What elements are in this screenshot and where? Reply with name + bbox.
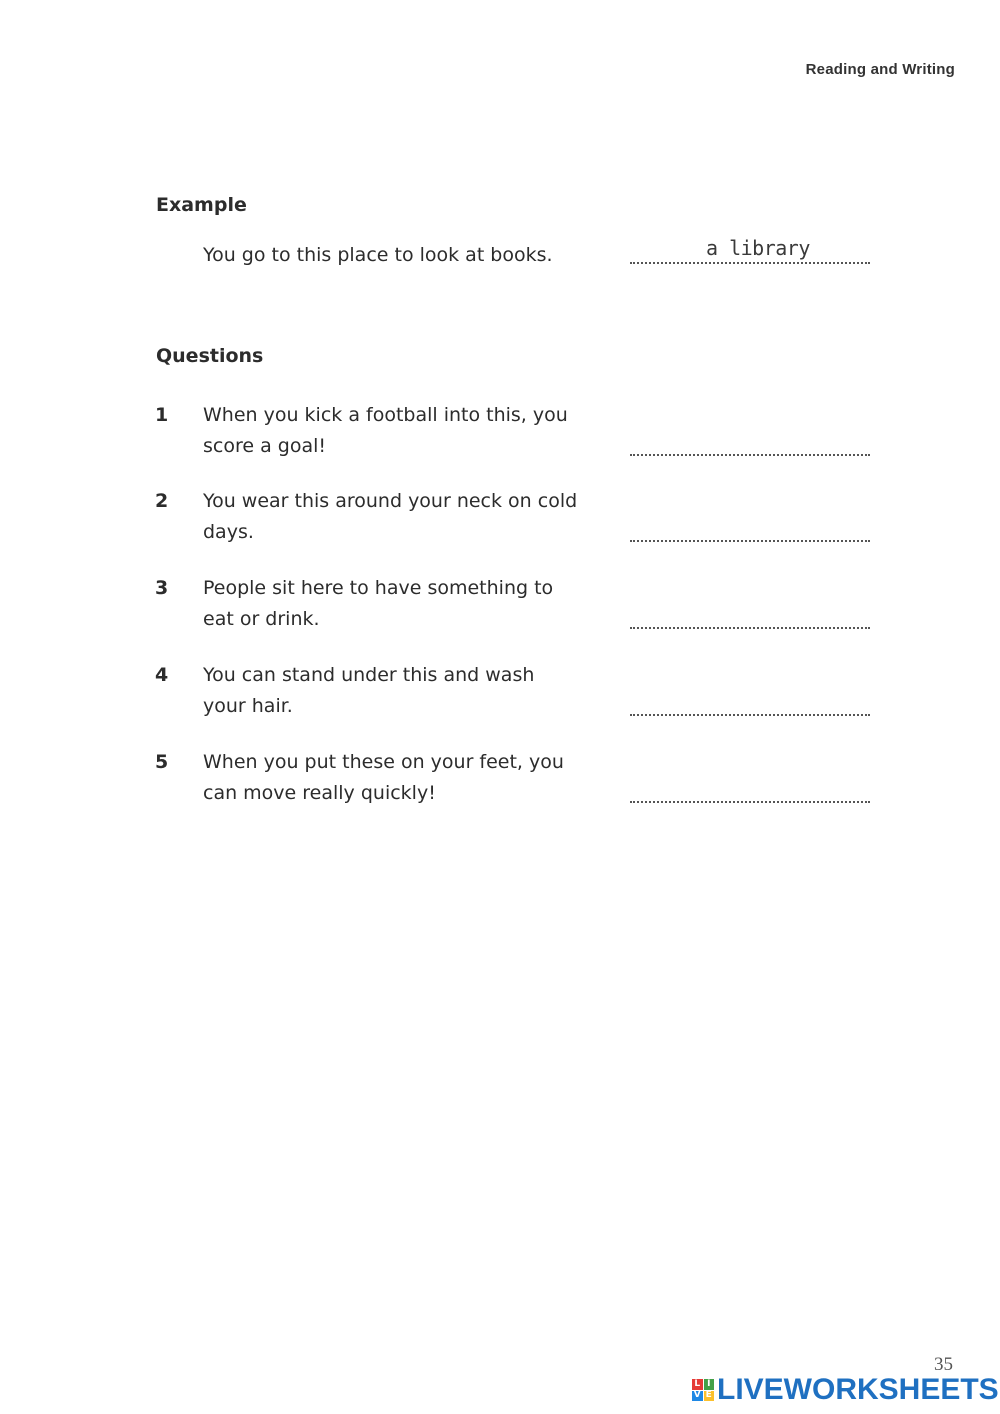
- logo-letter: E: [704, 1391, 715, 1402]
- brand-text: LIVEWORKSHEETS: [717, 1373, 999, 1406]
- logo-letter: L: [692, 1379, 703, 1390]
- question-number: 5: [155, 751, 169, 773]
- question-number: 1: [155, 404, 169, 426]
- question-text: You can stand under this and wash your hair.: [203, 664, 535, 717]
- logo-letter: I: [704, 1379, 715, 1390]
- question-text: When you put these on your feet, you can move really quickly!: [203, 751, 564, 804]
- example-answer-line: [630, 260, 870, 264]
- answer-field-1[interactable]: [630, 452, 870, 456]
- example-text: You go to this place to look at books.: [203, 244, 553, 266]
- answer-field-5[interactable]: [630, 799, 870, 803]
- answer-field-4[interactable]: [630, 712, 870, 716]
- questions-title: Questions: [156, 345, 264, 367]
- question-number: 4: [155, 664, 169, 686]
- liveworksheets-brand[interactable]: [692, 1373, 999, 1407]
- question-number: 2: [155, 490, 169, 512]
- logo-letter: V: [693, 1390, 701, 1401]
- example-answer: a library: [706, 236, 810, 260]
- question-text: You wear this around your neck on cold days.: [203, 490, 578, 543]
- section-header: Reading and Writing: [805, 61, 955, 78]
- example-title: Example: [156, 194, 247, 216]
- answer-field-3[interactable]: [630, 625, 870, 629]
- liveworksheets-logo-icon: [692, 1379, 714, 1401]
- question-text: People sit here to have something to eat or drink.: [203, 577, 554, 630]
- page-number: 35: [934, 1354, 953, 1375]
- question-number: 3: [155, 577, 169, 599]
- answer-field-2[interactable]: [630, 538, 870, 542]
- question-text: When you kick a football into this, you score a goal!: [203, 404, 568, 457]
